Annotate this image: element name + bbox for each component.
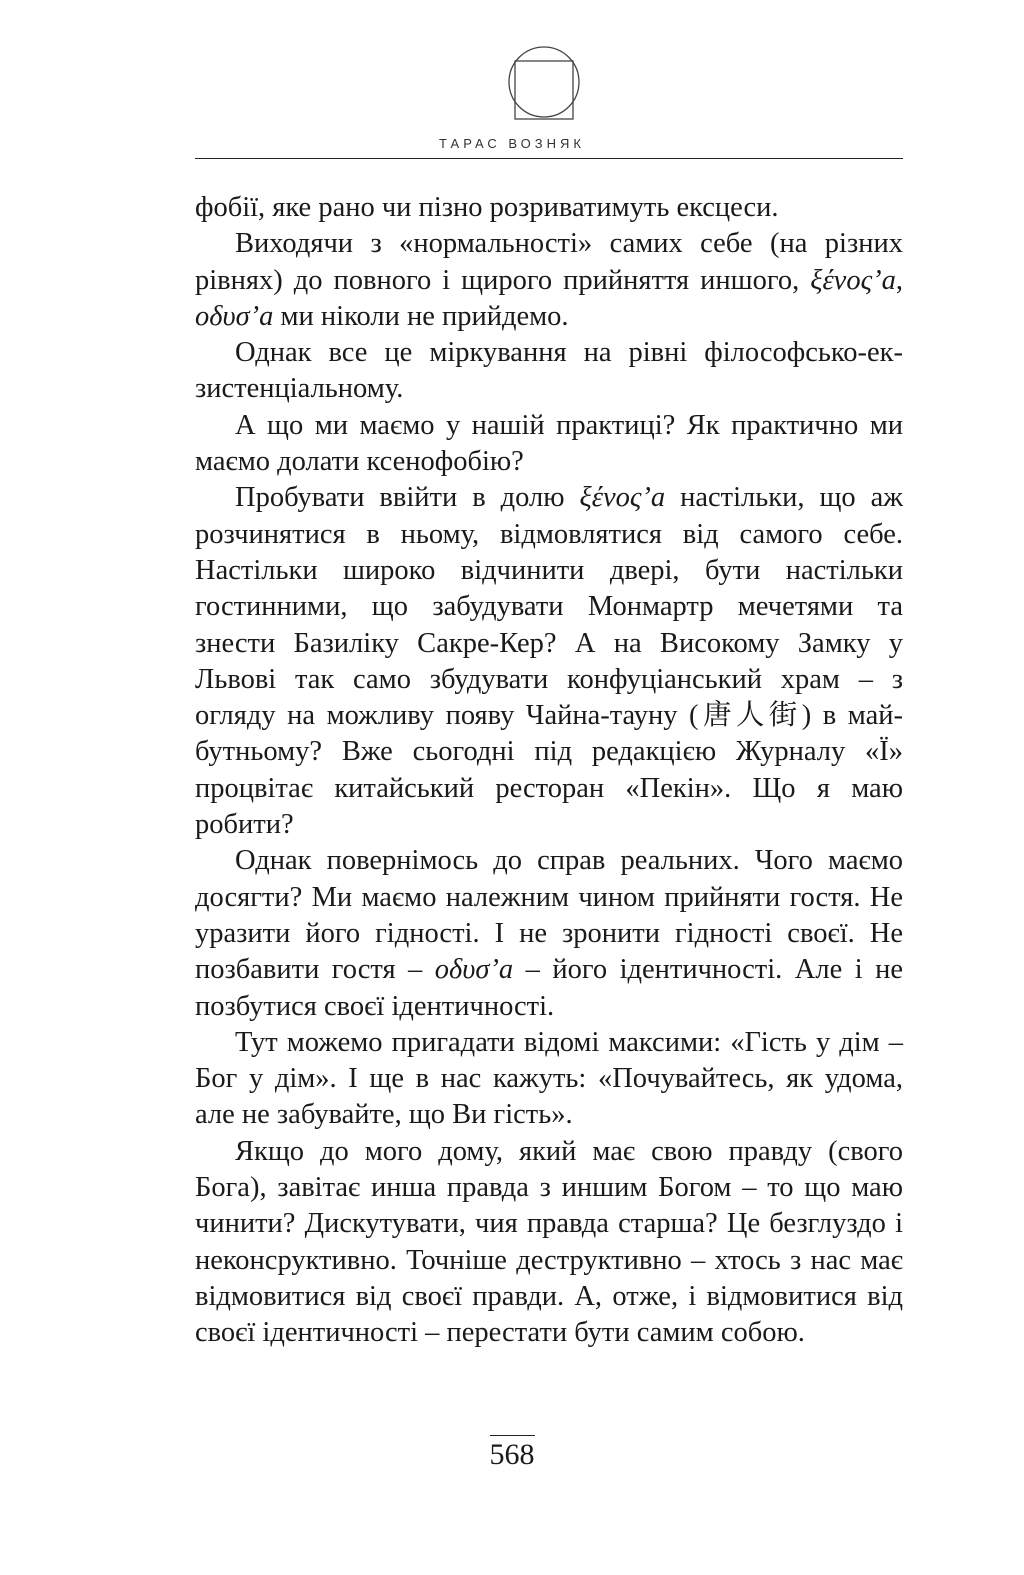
- text-segment: Однак все це міркування на рівні філософсько-екзистенціальному.: [195, 337, 903, 405]
- italic-term: ξένος’а: [579, 482, 666, 514]
- text-segment: А що ми маємо у нашій практиці? Як практично ми маємо долати ксенофобію?: [195, 409, 903, 478]
- text-segment: Однак повернімось до справ реальних. Чого маємо досягти? Ми маємо належним чином прийняти гостя. Не уразити його гідності. І не зронити гідності своєї. Не позбавити гостя –: [195, 845, 903, 986]
- running-header-author: ТАРАС ВОЗНЯК: [439, 136, 585, 151]
- paragraph: [195, 843, 903, 1024]
- paragraph: [195, 480, 903, 843]
- paragraph: [195, 226, 903, 335]
- header-divider: [195, 158, 903, 159]
- text-segment: Тут можемо пригадати відомі максими: «Гість у дім – Бог у дім». І ще в нас кажуть: «Почувайтесь, як удома, але не забувайте, що Ви гість».: [195, 1026, 903, 1131]
- paragraph: [195, 1134, 903, 1352]
- text-segment: ,: [895, 264, 903, 296]
- text-segment: Якщо до мого дому, який має свою правду (свого Бога), завітає инша правда з иншим Богом – то що маю чинити? Дискутувати, чия правда старша? Це безглуздо і неконсруктивно. Точніше деструктивно – хтось з нас має відмовитися від своєї правди. А, отже, і відмовитися від своєї ідентичності – перестати бути самим собою.: [195, 1135, 903, 1349]
- italic-term: οδυσ’а: [195, 300, 274, 332]
- paragraph: [195, 335, 903, 408]
- circle-square-logo-icon: [506, 44, 582, 120]
- text-segment: Пробувати ввійти в долю: [235, 482, 580, 514]
- paragraph: [195, 408, 903, 481]
- text-segment: Виходячи з «нормальності» самих себе (на різних рівнях) до повного і щирого прийняття иншого,: [195, 228, 903, 296]
- body-text: [195, 190, 903, 1352]
- text-segment: настільки, що аж розчинятися в ньому, відмовлятися від самого себе. Настільки широко відчинити двері, бути настільки гостинними, що забудувати Монмартр мечетями та знести Базиліку Сакре-Кер? А на Високому Замку у Львові так само збудувати конфуціанський храм – з огляду на можливу появу Чайна-тауну (唐人街) в майбутньому? Вже сьогодні під редакцією Журналу «Ї» процвітає китайський ресторан «Пекін». Що я маю робити?: [195, 482, 903, 841]
- italic-term: οδυσ’а: [434, 954, 514, 986]
- italic-term: ξένος’а: [810, 264, 896, 296]
- paragraph: [195, 190, 903, 226]
- text-segment: – його ідентичності. Але і не позбутися своєї ідентичності.: [195, 954, 903, 1022]
- text-segment: фобії, яке рано чи пізно розриватимуть ексцеси.: [195, 192, 779, 223]
- paragraph: [195, 1025, 903, 1134]
- page-number-value: 568: [490, 1435, 535, 1471]
- text-segment: ми ніколи не прийдемо.: [273, 300, 569, 332]
- page-number: [0, 1438, 1024, 1472]
